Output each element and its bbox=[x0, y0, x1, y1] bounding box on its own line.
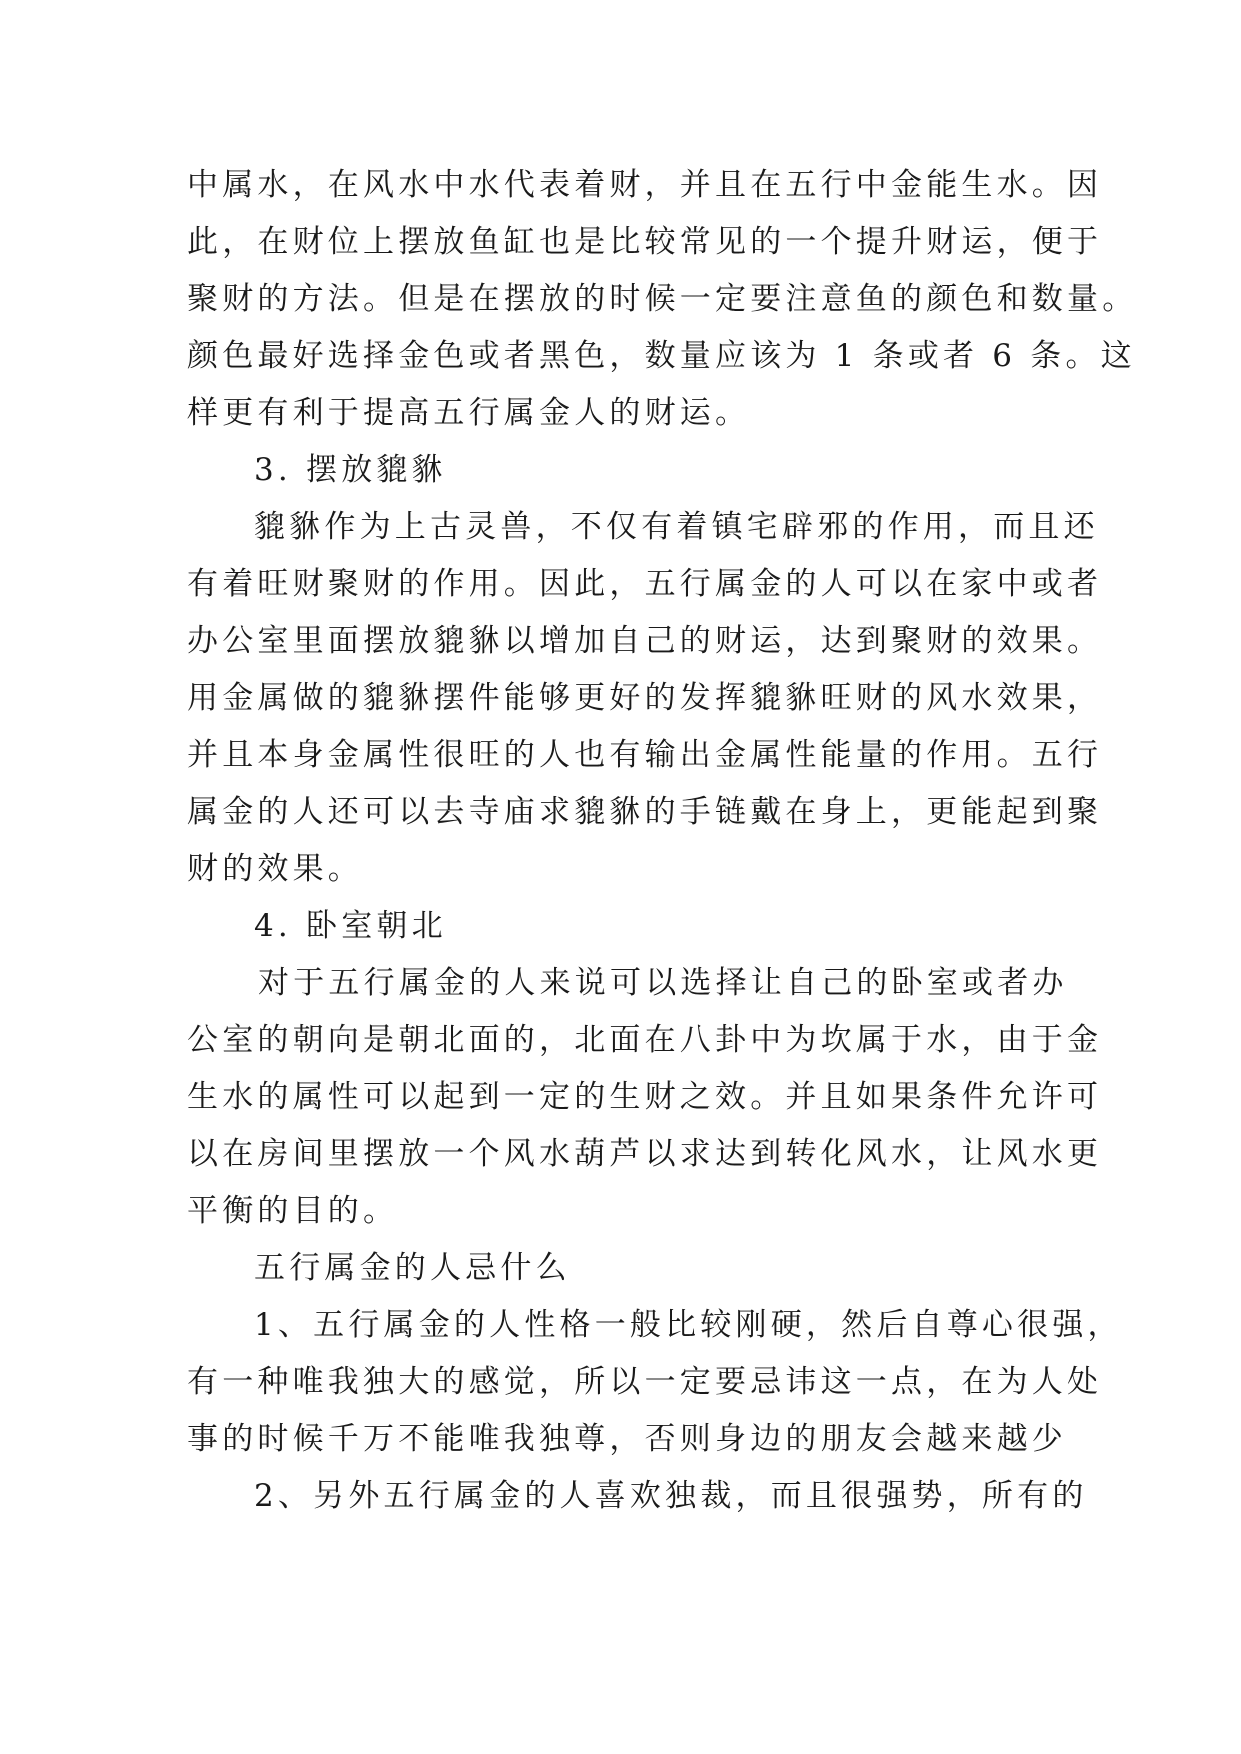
text-line: 事的时候千万不能唯我独尊，否则身边的朋友会越来越少 bbox=[187, 1421, 1067, 1457]
section-heading: 五行属金的人忌什么 bbox=[254, 1250, 571, 1286]
text-line: 1、五行属金的人性格一般比较刚硬，然后自尊心很强， bbox=[254, 1307, 1123, 1343]
text-line: 办公室里面摆放貔貅以增加自己的财运，达到聚财的效果。 bbox=[187, 623, 1103, 659]
text-line: 财的效果。 bbox=[187, 851, 363, 887]
text-line: 以在房间里摆放一个风水葫芦以求达到转化风水，让风水更 bbox=[187, 1136, 1103, 1172]
text-line: 平衡的目的。 bbox=[187, 1193, 399, 1229]
section-heading: 4. 卧室朝北 bbox=[254, 908, 447, 944]
text-line: 聚财的方法。但是在摆放的时候一定要注意鱼的颜色和数量。 bbox=[187, 281, 1138, 317]
text-line: 用金属做的貔貅摆件能够更好的发挥貔貅旺财的风水效果， bbox=[187, 680, 1103, 716]
text-line: 属金的人还可以去寺庙求貔貅的手链戴在身上，更能起到聚 bbox=[187, 794, 1103, 830]
text-line: 貔貅作为上古灵兽，不仅有着镇宅辟邪的作用，而且还 bbox=[254, 509, 1099, 545]
text-line: 有着旺财聚财的作用。因此，五行属金的人可以在家中或者 bbox=[187, 566, 1103, 602]
text-line: 生水的属性可以起到一定的生财之效。并且如果条件允许可 bbox=[187, 1079, 1103, 1115]
section-heading: 3. 摆放貔貅 bbox=[254, 452, 447, 488]
text-line: 公室的朝向是朝北面的，北面在八卦中为坎属于水，由于金 bbox=[187, 1022, 1103, 1058]
text-line: 2、另外五行属金的人喜欢独裁，而且很强势，所有的 bbox=[254, 1478, 1088, 1514]
text-line: 并且本身金属性很旺的人也有输出金属性能量的作用。五行 bbox=[187, 737, 1103, 773]
text-line: 中属水，在风水中水代表着财，并且在五行中金能生水。因 bbox=[187, 167, 1103, 203]
text-line: 对于五行属金的人来说可以选择让自己的卧室或者办 bbox=[258, 965, 1068, 1001]
text-line: 颜色最好选择金色或者黑色，数量应该为 1 条或者 6 条。这 bbox=[187, 338, 1136, 374]
text-line: 此，在财位上摆放鱼缸也是比较常见的一个提升财运，便于 bbox=[187, 224, 1103, 260]
text-line: 有一种唯我独大的感觉，所以一定要忌讳这一点，在为人处 bbox=[187, 1364, 1103, 1400]
text-line: 样更有利于提高五行属金人的财运。 bbox=[187, 395, 751, 431]
